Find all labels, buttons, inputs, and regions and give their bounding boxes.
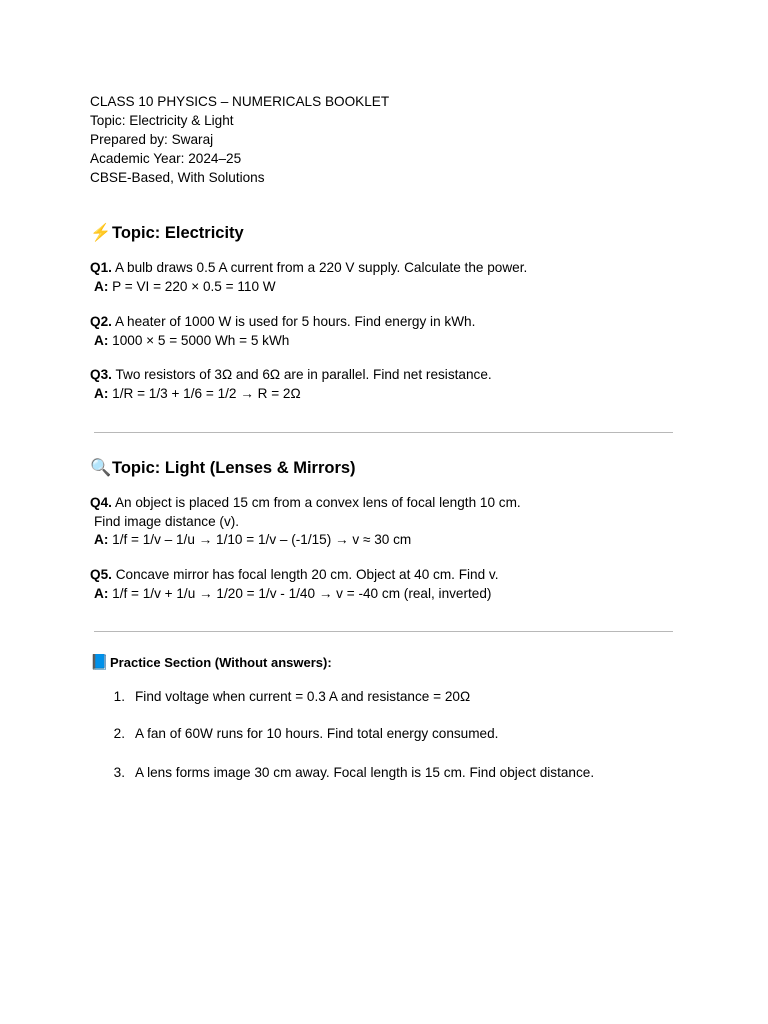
q2-text: A heater of 1000 W is used for 5 hours. Find energy in kWh. (114, 314, 476, 329)
lightning-icon: ⚡ (90, 223, 112, 242)
list-item-text: Find voltage when current = 0.3 A and resistance = 20Ω (135, 689, 471, 704)
a5-label: A: (94, 585, 109, 601)
a3-label: A: (94, 385, 109, 401)
list-item-number: 3. (113, 765, 125, 780)
q3-text: Two resistors of 3Ω and 6Ω are in parallel. Find net resistance. (115, 367, 492, 382)
list-item (90, 725, 498, 744)
question-q4 (90, 494, 521, 550)
q3-label: Q3. (90, 367, 112, 382)
electricity-heading-text: Topic: Electricity (112, 224, 244, 242)
q5-text: Concave mirror has focal length 20 cm. Object at 40 cm. Find v. (115, 567, 499, 582)
a2-text: 1000 × 5 = 5000 Wh = 5 kWh (112, 332, 290, 348)
q5-label: Q5. (90, 567, 112, 582)
q4-text: An object is placed 15 cm from a convex lens of focal length 10 cm. (114, 495, 521, 510)
a1-text: P = VI = 220 × 0.5 = 110 W (112, 278, 276, 294)
light-section (90, 457, 521, 601)
light-heading-text: Topic: Light (Lenses & Mirrors) (112, 459, 356, 477)
booklet-header (90, 92, 690, 187)
section-divider (94, 631, 673, 632)
question-q1 (90, 259, 527, 296)
a5-text: 1/f = 1/v + 1/u → 1/20 = 1/v - 1/40 → v = -40 cm (real, inverted) (112, 585, 492, 601)
q4-label: Q4. (90, 495, 112, 510)
blue-book-icon: 📘 (90, 654, 109, 671)
list-item (90, 688, 470, 707)
list-item (90, 764, 594, 783)
practice-section (90, 653, 690, 780)
q1-text: A bulb draws 0.5 A current from a 220 V supply. Calculate the power. (114, 260, 528, 275)
practice-heading-text: Practice Section (Without answers): (110, 654, 332, 670)
a2-label: A: (94, 332, 109, 348)
a1-label: A: (94, 278, 109, 294)
booklet-topic: Topic: Electricity & Light (90, 113, 234, 128)
question-q3 (90, 366, 492, 403)
list-item-text: A lens forms image 30 cm away. Focal length is 15 cm. Find object distance. (135, 765, 595, 780)
list-item-number: 1. (113, 689, 125, 704)
light-heading (90, 457, 356, 479)
q4-text-continued: Find image distance (v). (94, 513, 240, 529)
practice-heading (90, 653, 690, 671)
section-divider (94, 432, 673, 433)
a4-text: 1/f = 1/v – 1/u → 1/10 = 1/v – (-1/15) → v ≈ 30 cm (112, 532, 412, 548)
a3-text: 1/R = 1/3 + 1/6 = 1/2 → R = 2Ω (112, 385, 301, 401)
list-item-number: 2. (113, 726, 125, 741)
q1-label: Q1. (90, 260, 112, 275)
q2-label: Q2. (90, 314, 112, 329)
booklet-author: Prepared by: Swaraj (90, 132, 214, 147)
a4-label: A: (94, 532, 109, 548)
question-q2 (90, 313, 475, 350)
booklet-title: CLASS 10 PHYSICS – NUMERICALS BOOKLET (90, 94, 390, 109)
document-page (90, 92, 690, 780)
electricity-section (90, 222, 528, 401)
question-q5 (90, 566, 499, 603)
electricity-heading (90, 222, 244, 244)
list-item-text: A fan of 60W runs for 10 hours. Find total energy consumed. (135, 726, 499, 741)
booklet-year: Academic Year: 2024–25 (90, 151, 242, 166)
booklet-basis: CBSE-Based, With Solutions (90, 170, 265, 185)
magnifier-icon: 🔍 (90, 458, 112, 477)
